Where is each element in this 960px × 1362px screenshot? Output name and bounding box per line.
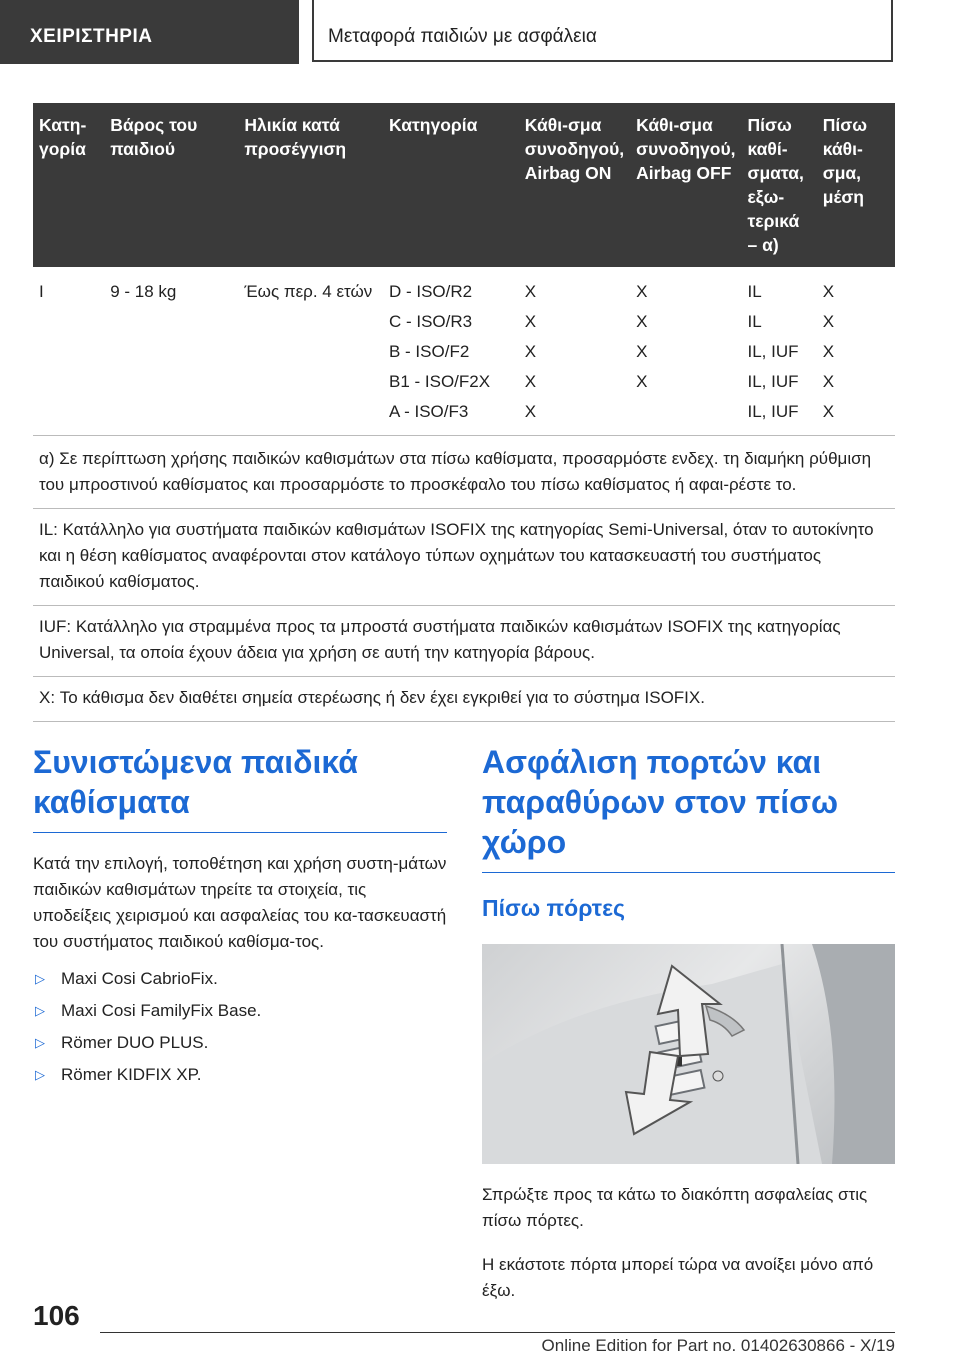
triangle-bullet-icon: ▷	[35, 1003, 45, 1018]
airbag-on-value: X	[524, 372, 537, 391]
airbag-on-value: X	[524, 282, 537, 301]
class-cell	[383, 267, 519, 436]
rear-doors-subheading: Πίσω πόρτες	[482, 895, 625, 921]
col-header-class: Κατηγορία	[383, 103, 519, 267]
class-value: B - ISO/F2	[388, 342, 470, 361]
class-value: A - ISO/F3	[388, 402, 469, 421]
rear-outer-value: IL	[747, 312, 762, 331]
rear-outer-value: IL, IUF	[747, 372, 799, 391]
note-il: IL: Κατάλληλο για συστήματα παιδικών καθισμάτων ISOFIX της κατηγορίας Semi-Universal, όταν το αυτοκίνητο και η θέση καθίσματος αναφέρονται στον κατάλογο τύπων οχημάτων του κατασκευαστή του συστήματος παιδικού καθίσματος.	[33, 509, 895, 606]
recommended-seats-intro: Κατά την επιλογή, τοποθέτηση και χρήση συστη-μάτων παιδικών καθισμάτων τηρείτε τα στοιχεία, τις υποδείξεις χειρισμού και ασφαλείας του κα-τασκευαστή του συστήματος παιδικού καθίσμα-τος.	[33, 854, 447, 951]
col-header-weight: Βάρος του παιδιού	[104, 103, 238, 267]
page-number: 106	[33, 1300, 80, 1331]
footer-edition: Online Edition for Part no. 01402630866 - X/19	[541, 1336, 895, 1355]
rear-outer-value: IL	[747, 282, 762, 301]
rear-middle-value: X	[822, 372, 835, 391]
airbag-off-cell	[630, 267, 741, 436]
table-notes	[33, 438, 895, 722]
list-item-label: Römer KIDFIX XP.	[61, 1065, 202, 1084]
airbag-on-value: X	[524, 312, 537, 331]
rear-middle-value: X	[822, 402, 835, 421]
note-footnote-alpha: α) Σε περίπτωση χρήσης παιδικών καθισμάτων στα πίσω καθίσματα, προσαρμόστε ενδεχ. τη διαμήκη ρύθμιση του μπροστινού καθίσματος και προσαρμόστε το προσκέφαλο του πίσω καθίσματος ή αφαι-ρέστε το.	[33, 438, 895, 509]
note-iuf: IUF: Κατάλληλο για στραμμένα προς τα μπροστά συστήματα παιδικών καθισμάτων ISOFIX της κατηγορίας Universal, τα οποία έχουν άδεια για χρήση σε αυτή την κατηγορία βάρους.	[33, 606, 895, 677]
class-value: C - ISO/R3	[388, 312, 473, 331]
rear-doors-instruction: Σπρώξτε προς τα κάτω το διακόπτη ασφαλείας στις πίσω πόρτες.	[482, 1185, 868, 1230]
list-item-label: Maxi Cosi FamilyFix Base.	[61, 1001, 262, 1020]
col-header-rear-middle: Πίσω κάθι-σμα, μέση	[817, 103, 895, 267]
airbag-off-value: X	[636, 312, 648, 331]
list-item	[33, 1059, 447, 1091]
airbag-on-value: X	[524, 342, 537, 361]
note-x: X: Το κάθισμα δεν διαθέτει σημεία στερέωσης ή δεν έχει εγκριθεί για το σύστημα ISOFIX.	[33, 677, 895, 722]
rear-middle-value: X	[822, 312, 835, 331]
list-item	[33, 1027, 447, 1059]
list-item-label: Römer DUO PLUS.	[61, 1033, 209, 1052]
airbag-off-value: X	[636, 282, 648, 301]
header-topic-label: Μεταφορά παιδιών με ασφάλεια	[328, 26, 597, 47]
group-cell: I	[33, 267, 104, 436]
rear-doors-note: Η εκάστοτε πόρτα μπορεί τώρα να ανοίξει μόνο από έξω.	[482, 1255, 874, 1300]
header-topic-box	[312, 0, 893, 62]
recommended-seats-heading: Συνιστώμενα παιδικά καθίσματα	[33, 742, 447, 833]
col-header-age: Ηλικία κατά προσέγγιση	[238, 103, 383, 267]
airbag-off-value: X	[636, 372, 648, 391]
class-value: B1 - ISO/F2X	[388, 372, 491, 391]
triangle-bullet-icon: ▷	[35, 1035, 45, 1050]
footer-divider	[100, 1332, 895, 1333]
triangle-bullet-icon: ▷	[35, 1067, 45, 1082]
list-item	[33, 963, 447, 995]
col-header-airbag-on: Κάθι-σμα συνοδηγού, Airbag ON	[519, 103, 630, 267]
isofix-table	[33, 103, 895, 436]
rear-middle-value: X	[822, 342, 835, 361]
weight-cell: 9 - 18 kg	[104, 267, 238, 436]
col-header-airbag-off: Κάθι-σμα συνοδηγού, Airbag OFF	[630, 103, 741, 267]
col-header-category: Κατη-γορία	[33, 103, 104, 267]
list-item	[33, 995, 447, 1027]
rear-middle-value: X	[822, 282, 835, 301]
recommended-seats-section	[33, 742, 447, 1091]
list-item-label: Maxi Cosi CabrioFix.	[61, 969, 218, 988]
door-illustration	[482, 944, 895, 1164]
class-value: D - ISO/R2	[388, 282, 473, 301]
triangle-bullet-icon: ▷	[35, 971, 45, 986]
table-row	[33, 267, 895, 436]
rear-locks-heading: Ασφάλιση πορτών και παραθύρων στον πίσω χώρο	[482, 742, 895, 873]
col-header-rear-outer: Πίσω καθί-σματα, εξω-τερικά – α)	[741, 103, 816, 267]
airbag-on-value: X	[524, 402, 537, 421]
airbag-off-value: X	[636, 342, 648, 361]
rear-outer-value: IL, IUF	[747, 342, 799, 361]
airbag-on-cell	[519, 267, 630, 436]
header-section-tab	[0, 0, 299, 64]
age-cell: Έως περ. 4 ετών	[238, 267, 383, 436]
rear-outer-cell	[741, 267, 816, 436]
child-lock-door-image	[482, 944, 895, 1164]
airbag-off-value	[636, 397, 735, 427]
rear-middle-cell	[817, 267, 895, 436]
header-section-label: ΧΕΙΡΙΣΤΗΡΙΑ	[30, 26, 153, 47]
rear-outer-value: IL, IUF	[747, 402, 799, 421]
recommended-seats-list	[33, 963, 447, 1091]
rear-locks-section	[482, 742, 895, 1304]
